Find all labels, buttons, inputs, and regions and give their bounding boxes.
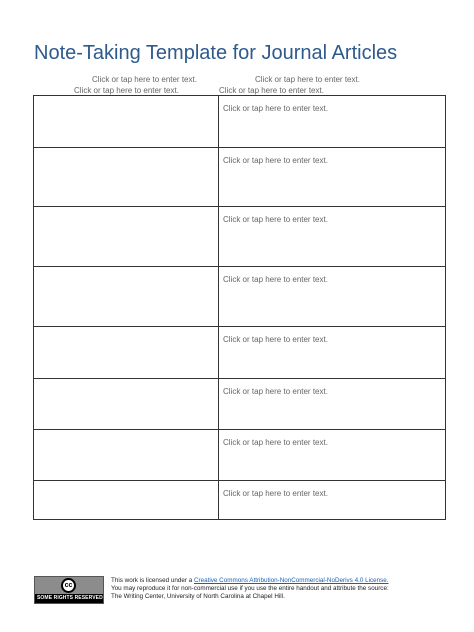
badge-label: SOME RIGHTS RESERVED xyxy=(37,595,103,601)
notes-cell-left[interactable] xyxy=(34,96,219,148)
license-prefix: This work is licensed under a xyxy=(111,577,194,584)
header-field-3[interactable]: Click or tap here to enter text. xyxy=(74,86,179,95)
notes-cell-placeholder[interactable]: Click or tap here to enter text. xyxy=(223,104,328,113)
license-text xyxy=(111,577,451,601)
license-line-2: You may reproduce it for non-commercial use if you use the entire handout and attribute the source: xyxy=(111,585,389,592)
notes-cell-left[interactable] xyxy=(34,207,219,267)
license-link[interactable]: Creative Commons Attribution-NonCommercial-NoDerivs 4.0 License. xyxy=(193,577,389,584)
notes-cell-placeholder[interactable]: Click or tap here to enter text. xyxy=(223,156,328,165)
notes-cell-left[interactable] xyxy=(34,327,219,379)
license-footer xyxy=(34,576,444,606)
table-row xyxy=(34,267,446,327)
table-row xyxy=(34,148,446,207)
cc-logo: cc xyxy=(61,578,76,593)
notes-cell-placeholder[interactable]: Click or tap here to enter text. xyxy=(223,489,328,498)
notes-cell-placeholder[interactable]: Click or tap here to enter text. xyxy=(223,215,328,224)
notes-cell-right[interactable] xyxy=(219,148,446,207)
notes-cell-left[interactable] xyxy=(34,430,219,481)
notes-cell-right[interactable] xyxy=(219,481,446,520)
notes-cell-right[interactable] xyxy=(219,267,446,327)
notes-cell-placeholder[interactable]: Click or tap here to enter text. xyxy=(223,335,328,344)
notes-table xyxy=(33,95,446,520)
notes-cell-left[interactable] xyxy=(34,481,219,520)
notes-cell-left[interactable] xyxy=(34,379,219,430)
table-row xyxy=(34,481,446,520)
notes-cell-right[interactable] xyxy=(219,96,446,148)
table-row xyxy=(34,379,446,430)
header-field-1[interactable]: Click or tap here to enter text. xyxy=(92,75,197,84)
license-line-3: The Writing Center, University of North Carolina at Chapel Hill. xyxy=(111,593,285,600)
header-field-2[interactable]: Click or tap here to enter text. xyxy=(255,75,360,84)
notes-cell-placeholder[interactable]: Click or tap here to enter text. xyxy=(223,387,328,396)
page-title: Note-Taking Template for Journal Articles xyxy=(34,42,398,64)
notes-cell-right[interactable] xyxy=(219,327,446,379)
table-row xyxy=(34,96,446,148)
notes-cell-left[interactable] xyxy=(34,267,219,327)
notes-cell-placeholder[interactable]: Click or tap here to enter text. xyxy=(223,275,328,284)
notes-cell-placeholder[interactable]: Click or tap here to enter text. xyxy=(223,438,328,447)
notes-cell-right[interactable] xyxy=(219,430,446,481)
notes-cell-right[interactable] xyxy=(219,379,446,430)
creative-commons-icon xyxy=(34,576,104,604)
notes-cell-left[interactable] xyxy=(34,148,219,207)
license-line-1 xyxy=(111,577,451,585)
table-row xyxy=(34,327,446,379)
notes-cell-right[interactable] xyxy=(219,207,446,267)
table-row xyxy=(34,430,446,481)
table-row xyxy=(34,207,446,267)
header-field-4[interactable]: Click or tap here to enter text. xyxy=(219,86,324,95)
